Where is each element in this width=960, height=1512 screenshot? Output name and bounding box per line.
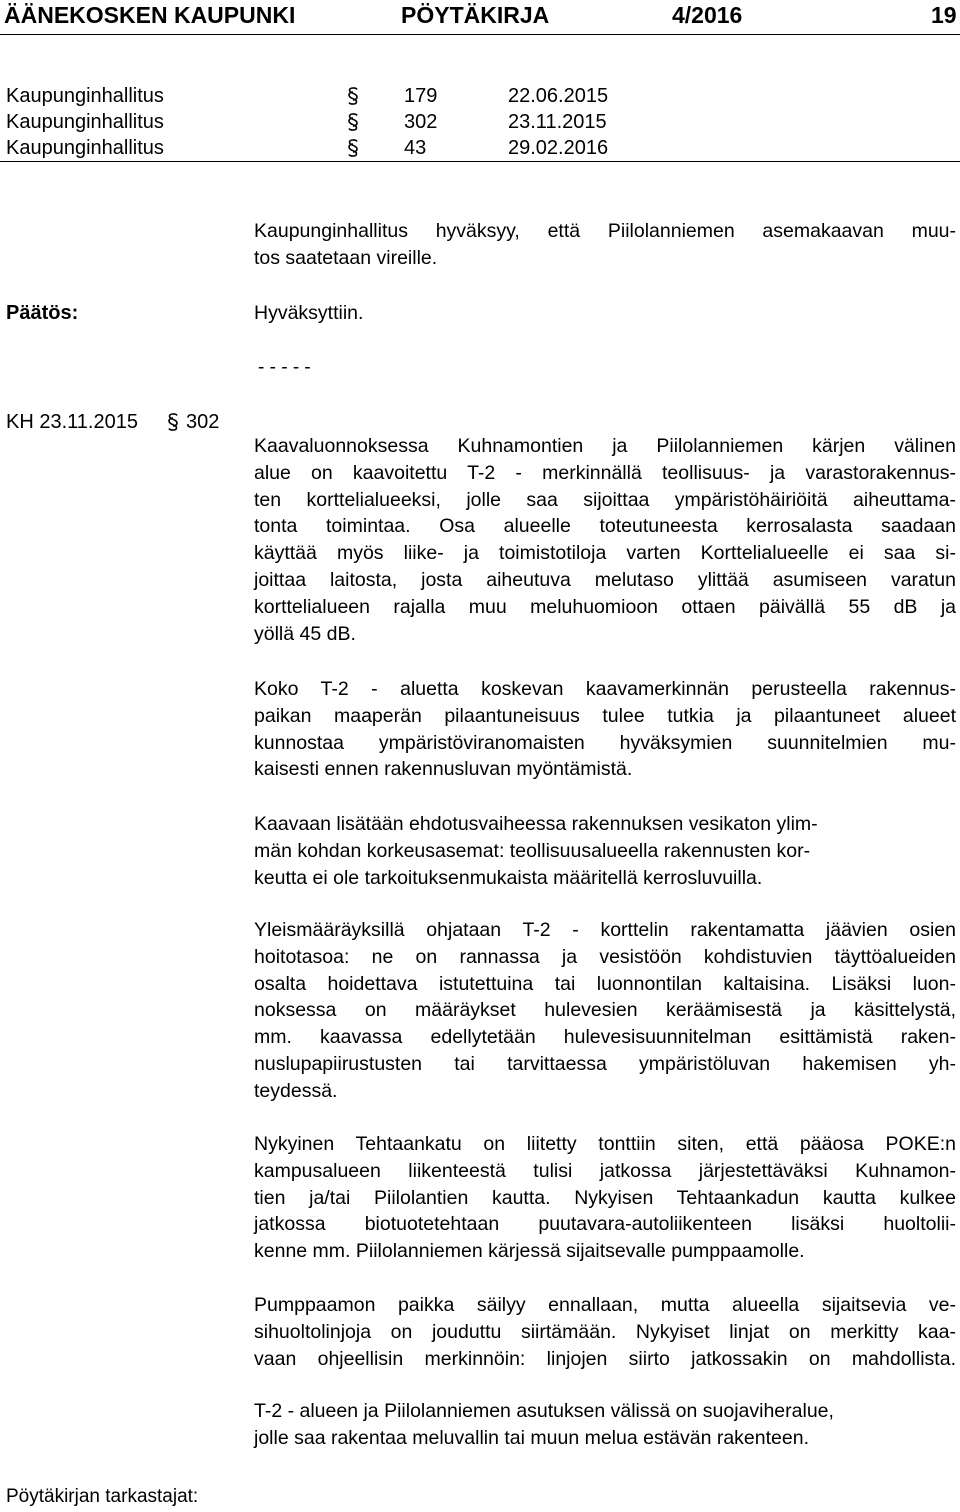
text-line: tos saatetaan vireille. [254,246,438,269]
body-paragraph [254,811,934,891]
reference-section: 179 [404,85,438,107]
text-line: mm. kaavassa edellytetään hulevesisuunnitelman esittämistä raken- [254,1026,956,1049]
text-line: Kaupunginhallitus hyväksyy, että Piilolanniemen asemakaavan muu- [254,220,956,242]
text-line: alue on kaavoitettu T-2 - merkinnällä teollisuus- ja varastorakennus- [254,461,956,484]
text-line: Nykyinen Tehtaankatu on liitetty tonttiin siten, että pääosa POKE:n [254,1133,956,1155]
text-line: män kohdan korkeusasemat: teollisuusalueella rakennusten kor- [254,839,811,862]
decision-text: Hyväksyttiin. [254,302,364,324]
text-line: kenne mm. Piilolanniemen kärjessä sijaitsevalle pumppaamolle. [254,1240,805,1263]
body-paragraph [254,676,956,783]
text-line: käyttää myös liike- ja toimistotiloja varten Korttelialueelle ei saa si- [254,542,956,565]
body-paragraph [254,1131,956,1265]
text-line: Yleismääräyksillä ohjataan T-2 - korttelin rakentamatta jäävien osien [254,919,956,941]
meeting-date: KH 23.11.2015 [6,411,138,433]
reference-body: Kaupunginhallitus [6,137,164,159]
header-issue: 4/2016 [672,2,743,28]
text-line: ten korttelialueeksi, jolle saa sijoittaa ympäristöhäiriöitä aiheuttama- [254,488,956,511]
section-separator: - - - - - [258,357,311,378]
reference-date: 29.02.2016 [508,137,609,159]
text-line: korttelialueen rajalla muu meluhuomioon ottaen päivällä 55 dB ja [254,595,956,618]
section-sign-icon [166,412,180,432]
body-paragraph [254,1398,956,1452]
body-paragraph [254,917,956,1105]
text-line: yöllä 45 dB. [254,622,356,645]
text-line: vaan ohjeellisin merkinnöin: linjojen siirto jatkossakin on mahdollista. [254,1347,956,1370]
text-line: jolle saa rakentaa meluvallin tai muun melua estävän rakenteen. [254,1426,809,1449]
reference-rule [0,161,960,162]
header-rule [0,34,960,35]
section-sign-icon [346,112,360,132]
reference-body: Kaupunginhallitus [6,111,164,133]
text-line: kampusalueen liikenteestä tulisi jatkossa järjestettäväksi Kuhnamon- [254,1159,956,1182]
text-line: hoitotasoa: ne on rannassa ja vesistöön kohdistuvien täyttöalueiden [254,945,956,968]
section-sign-icon [346,138,360,158]
reference-section: 302 [404,111,438,133]
text-line: T-2 - alueen ja Piilolanniemen asutuksen välissä on suojaviheralue, [254,1400,834,1422]
header-page-number: 19 [931,2,957,28]
text-line: osalta hoidettava istutettuina tai luonnontilan kaltaisina. Lisäksi luon- [254,972,956,995]
section-sign-icon [346,86,360,106]
text-line: Koko T-2 - aluetta koskevan kaavamerkinnän perusteella rakennus- [254,678,956,700]
header-org: ÄÄNEKOSKEN KAUPUNKI [4,2,296,28]
text-line: jatkossa biotuotetehtaan puutavara-autoliikenteen lisäksi huoltolii- [254,1213,956,1236]
text-line: kaisesti ennen rakennusluvan myöntämistä. [254,758,633,781]
text-line: paikan maaperän pilaantuneisuus tulee tutkia ja pilaantuneet alueet [254,704,956,727]
text-line: noksessa on määräykset hulevesien keräämisestä ja käsittelystä, [254,999,956,1022]
reference-date: 23.11.2015 [508,111,607,133]
text-line: keutta ei ole tarkoituksenmukaista määritellä kerrosluvuilla. [254,866,763,889]
text-line: sihuoltolinjoja on jouduttu siirtämään. Nykyiset linjat on merkitty kaa- [254,1320,956,1343]
text-line: Kaavaluonnoksessa Kuhnamontien ja Piilolanniemen kärjen välinen [254,435,956,457]
decision-label: Päätös: [6,302,79,324]
proposal-paragraph [254,218,956,272]
text-line: nuslupapiirustusten tai tarvittaessa ympäristöluvan hakemisen yh- [254,1052,956,1075]
reference-section: 43 [404,137,427,159]
reference-body: Kaupunginhallitus [6,85,164,107]
text-line: Kaavaan lisätään ehdotusvaiheessa rakennuksen vesikaton ylim- [254,813,818,835]
header-doc-type: PÖYTÄKIRJA [401,2,550,28]
body-paragraph [254,1292,956,1372]
text-line: teydessä. [254,1079,338,1102]
footer-label: Pöytäkirjan tarkastajat: [6,1486,199,1507]
text-line: Pumppaamon paikka säilyy ennallaan, mutta alueella sijaitsevia ve- [254,1294,956,1316]
text-line: tien ja/tai Piilolantien kautta. Nykyisen Tehtaankadun kautta kulkee [254,1186,956,1209]
meeting-section: 302 [186,411,220,433]
body-paragraph [254,433,956,647]
text-line: tonta toimintaa. Osa alueelle toteutuneesta kerrosalasta saadaan [254,515,956,538]
text-line: joittaa laitosta, josta aiheutuva melutaso ylittää asumiseen varatun [254,568,956,591]
text-line: kunnostaa ympäristöviranomaisten hyväksymien suunnitelmien mu- [254,731,956,754]
reference-date: 22.06.2015 [508,85,609,107]
